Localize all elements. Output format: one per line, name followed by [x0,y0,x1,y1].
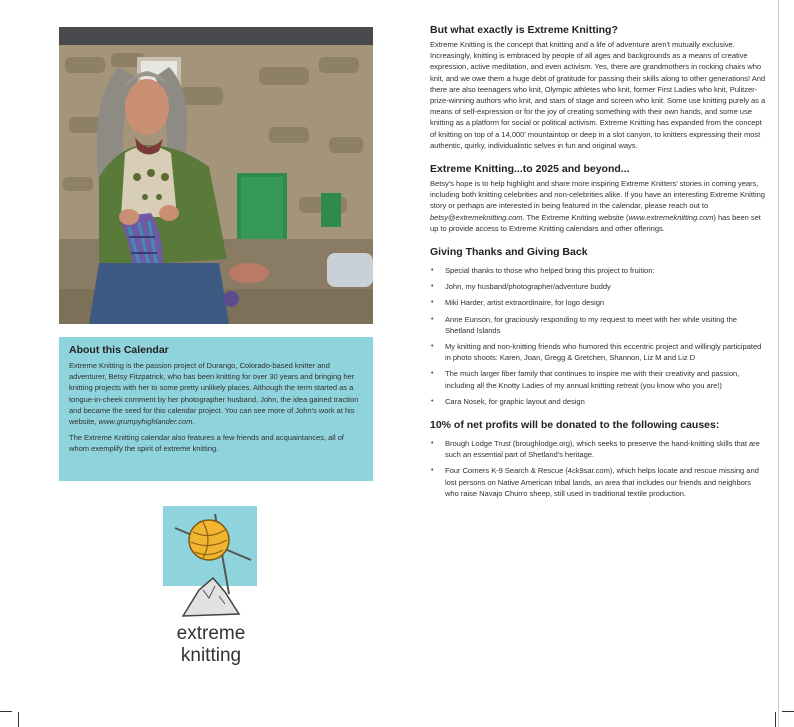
logo-text-extreme: extreme [176,623,246,644]
logo-text-knitting: knitting [180,645,242,666]
website-link[interactable]: www.extremeknitting.com [628,212,714,222]
list-item: • Cara Nosek, for graphic layout and design [430,396,766,407]
list-item: • Brough Lodge Trust (broughlodge.org), which seeks to preserve the hand-knitting skills that are such an essential part of Shetland's heritage. [430,438,766,460]
about-calendar-box [59,337,373,481]
future-text-b: . The Extreme Knitting website ( [522,212,629,222]
donate-list [430,438,766,499]
knitter-photo [59,27,373,324]
list-item: • Miki Harder, artist extraordinaire, for logo design [430,297,766,308]
crop-mark [782,711,794,712]
about-p1-end: . [192,417,195,427]
about-paragraph-1 [69,360,363,427]
crop-mark [775,712,776,727]
what-heading: But what exactly is Extreme Knitting? [430,24,618,36]
what-body: Extreme Knitting is the concept that knitting and a life of adventure aren't mutually exclusive. Increasingly, knitting is embraced by people of all ages and backgrounds as a means of creative expression, active meditation, and even activism. Yes, there are grandmothers in rocking chairs who knit, and we owe them a huge debt of gratitude for passing their skills along to other generations! And there are also teenagers who knit, Olympic athletes who knit, former First Ladies who knit, Pulitzer-prize-winning authors who knit, and stars of stage and screen who knit. Some use knitting purely as a means of self-expression or for the joy of creating something with their own hands, and some use knitting as a platform for social or political activism. Extreme Knitting has expanded from the concept of knitting on top of a 14,000' mountaintop or deep in a slot canyon, to knitters expressing their most authentic, quirky, individualistic selves in fun and original ways. [430,40,766,150]
donate-heading: 10% of net profits will be donated to the following causes: [430,419,720,432]
about-p1-text: Extreme Knitting is the passion project of Durango, Colorado-based knitter and adventurer, Betsy Fitzpatrick, who has been knitting for over 30 years and bringing her knitting projects with her to some pretty unlikely places. Although the term started as a tongue-in-cheek comment by her photographer husband, John, the idea gained traction and became the seed for this calendar project. You can see more of John's work at his website, [69,361,359,427]
about-paragraph-2: The Extreme Knitting calendar also features a few friends and acquaintances, all of whom exemplify the spirit of extreme knitting. [69,433,344,454]
donate-section [430,419,766,499]
photographer-website-link[interactable]: www.grumpyhighlander.com [98,417,193,427]
future-text-a: Betsy's hope is to help highlight and share more inspiring Extreme Knitters' stories in coming years, including both knitting celebrities and non-celebrities alike. If you have an interesting Extreme Knitting story or perhaps are interested in being featured in the calendar, please reach out to [430,179,765,211]
future-body [430,178,766,234]
future-text-c: ) has been set up to provide access to Extreme Knitting calendars and other offerings. [430,212,761,233]
thanks-list [430,265,766,407]
crop-mark [0,711,12,712]
page-edge-line [778,0,779,727]
list-item: • My knitting and non-knitting friends who humored this eccentric project and willingly participated in photo shoots: Karen, Joan, Gregg & Gretchen, Shannon, Liz M and Liz D [430,341,766,363]
cover-photo [59,27,373,324]
list-item: • John, my husband/photographer/adventure buddy [430,281,766,292]
extreme-knitting-logo [163,506,259,666]
list-item: • The much larger fiber family that continues to inspire me with their creativity and passion, including all the Knotty Ladies of my annual knitting retreat (you know who you are!) [430,368,766,390]
what-section [430,24,766,151]
thanks-section [430,246,766,407]
thanks-heading: Giving Thanks and Giving Back [430,246,588,259]
future-section [430,163,766,234]
future-heading: Extreme Knitting...to 2025 and beyond... [430,163,630,176]
list-item: • Four Corners K-9 Search & Rescue (4ck9sar.com), which helps locate and rescue missing and lost persons on Native American tribal lands, an area that includes our friends and neighbors who raise Navajo Churro sheep, still used in traditional textile production. [430,465,766,499]
list-item: • Anne Eunson, for graciously responding to my request to meet with her while visiting the Shetland Islands [430,314,766,336]
email-link[interactable]: betsy@extremeknitting.com [430,212,523,222]
crop-mark [18,712,19,727]
about-heading: About this Calendar [69,344,169,356]
right-column [430,24,766,511]
list-item: • Special thanks to those who helped bring this project to fruition: [430,265,766,276]
